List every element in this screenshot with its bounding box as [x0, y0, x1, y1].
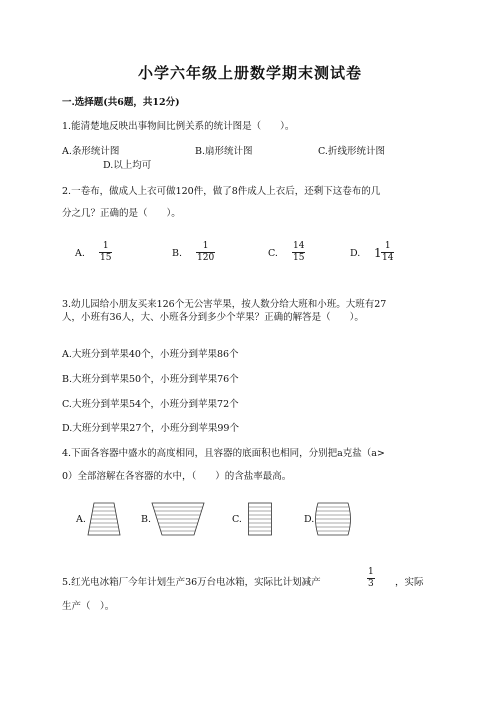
question-5-stem-part1: 5.红光电冰箱厂今年计划生产36万台电冰箱，实际比计划减产: [62, 577, 321, 588]
q3-option-d[interactable]: D.大班分到苹果27个，小班分到苹果99个: [62, 423, 239, 434]
fraction-numerator: 1: [102, 241, 109, 251]
q2-option-b-label: B.: [172, 248, 183, 259]
q5-fraction: [367, 567, 375, 590]
q2-option-d-label: D.: [350, 248, 361, 259]
q2-option-b-fraction: [196, 241, 215, 264]
question-2-stem-line1: 2.一卷布，做成人上衣可做120件，做了8件成人上衣后，还剩下这卷布的几: [62, 186, 381, 197]
q3-option-a[interactable]: A.大班分到苹果40个，小班分到苹果86个: [62, 349, 239, 360]
q3-option-c[interactable]: C.大班分到苹果54个，小班分到苹果72个: [62, 399, 239, 410]
mixed-number-whole: 1: [374, 246, 382, 260]
fraction-denominator: 15: [100, 253, 112, 263]
question-3-stem-line1: 3.幼儿园给小朋友买来126个无公害苹果，按人数分给大班和小班。大班有27: [62, 299, 387, 310]
q4-option-c-label: C.: [232, 514, 242, 525]
container-b-inverted-trapezoid-icon: [152, 502, 204, 536]
q2-option-c-fraction: [292, 241, 305, 264]
q3-option-b[interactable]: B.大班分到苹果50个，小班分到苹果76个: [62, 374, 239, 385]
container-a-trapezoid-icon: [88, 502, 124, 536]
section-heading: 一.选择题(共6题，共12分): [62, 97, 180, 108]
question-5-stem-part2: ，实际: [395, 577, 424, 588]
q1-option-c[interactable]: C.折线形统计图: [318, 146, 385, 157]
q4-option-d-label: D.: [304, 514, 315, 525]
question-4-stem-line1: 4.下面各容器中盛水的高度相同，且容器的底面积也相同，分别把a克盐（a>: [62, 448, 385, 459]
question-3-stem-line2: 人，小班有36人，大、小班各分到多少个苹果？正确的解答是（ ）。: [62, 312, 364, 323]
q2-option-a-label: A.: [75, 248, 85, 259]
fraction-numerator: 1: [368, 567, 374, 577]
fraction-numerator: 14: [293, 241, 305, 251]
fraction-denominator: 120: [197, 253, 215, 263]
q1-option-b[interactable]: B.扇形统计图: [195, 146, 253, 157]
fraction-denominator: 3: [368, 579, 374, 589]
q4-option-a-label: A.: [76, 514, 86, 525]
q2-option-d-fraction: [381, 241, 394, 264]
question-1-stem: 1.能清楚地反映出事物间比例关系的统计图是（ ）。: [62, 121, 295, 132]
q1-option-d[interactable]: D.以上均可: [103, 160, 152, 171]
page-title: 小学六年级上册数学期末测试卷: [137, 64, 362, 82]
fraction-numerator: 1: [384, 241, 391, 251]
q1-option-a[interactable]: A.条形统计图: [62, 146, 120, 157]
container-c-rectangle-icon: [248, 502, 272, 536]
question-2-stem-line2: 分之几？正确的是（ ）。: [62, 208, 181, 219]
q2-option-a-fraction: [99, 241, 112, 264]
question-4-stem-line2: 0）全部溶解在各容器的水中，（ ）的含盐率最高。: [62, 471, 292, 482]
question-5-stem-line2: 生产（ ）。: [62, 601, 115, 612]
q4-option-b-label: B.: [141, 514, 152, 525]
fraction-denominator: 14: [382, 253, 394, 263]
fraction-denominator: 15: [293, 253, 305, 263]
fraction-numerator: 1: [202, 241, 209, 251]
container-d-barrel-icon: [314, 502, 352, 536]
q2-option-c-label: C.: [268, 248, 278, 259]
